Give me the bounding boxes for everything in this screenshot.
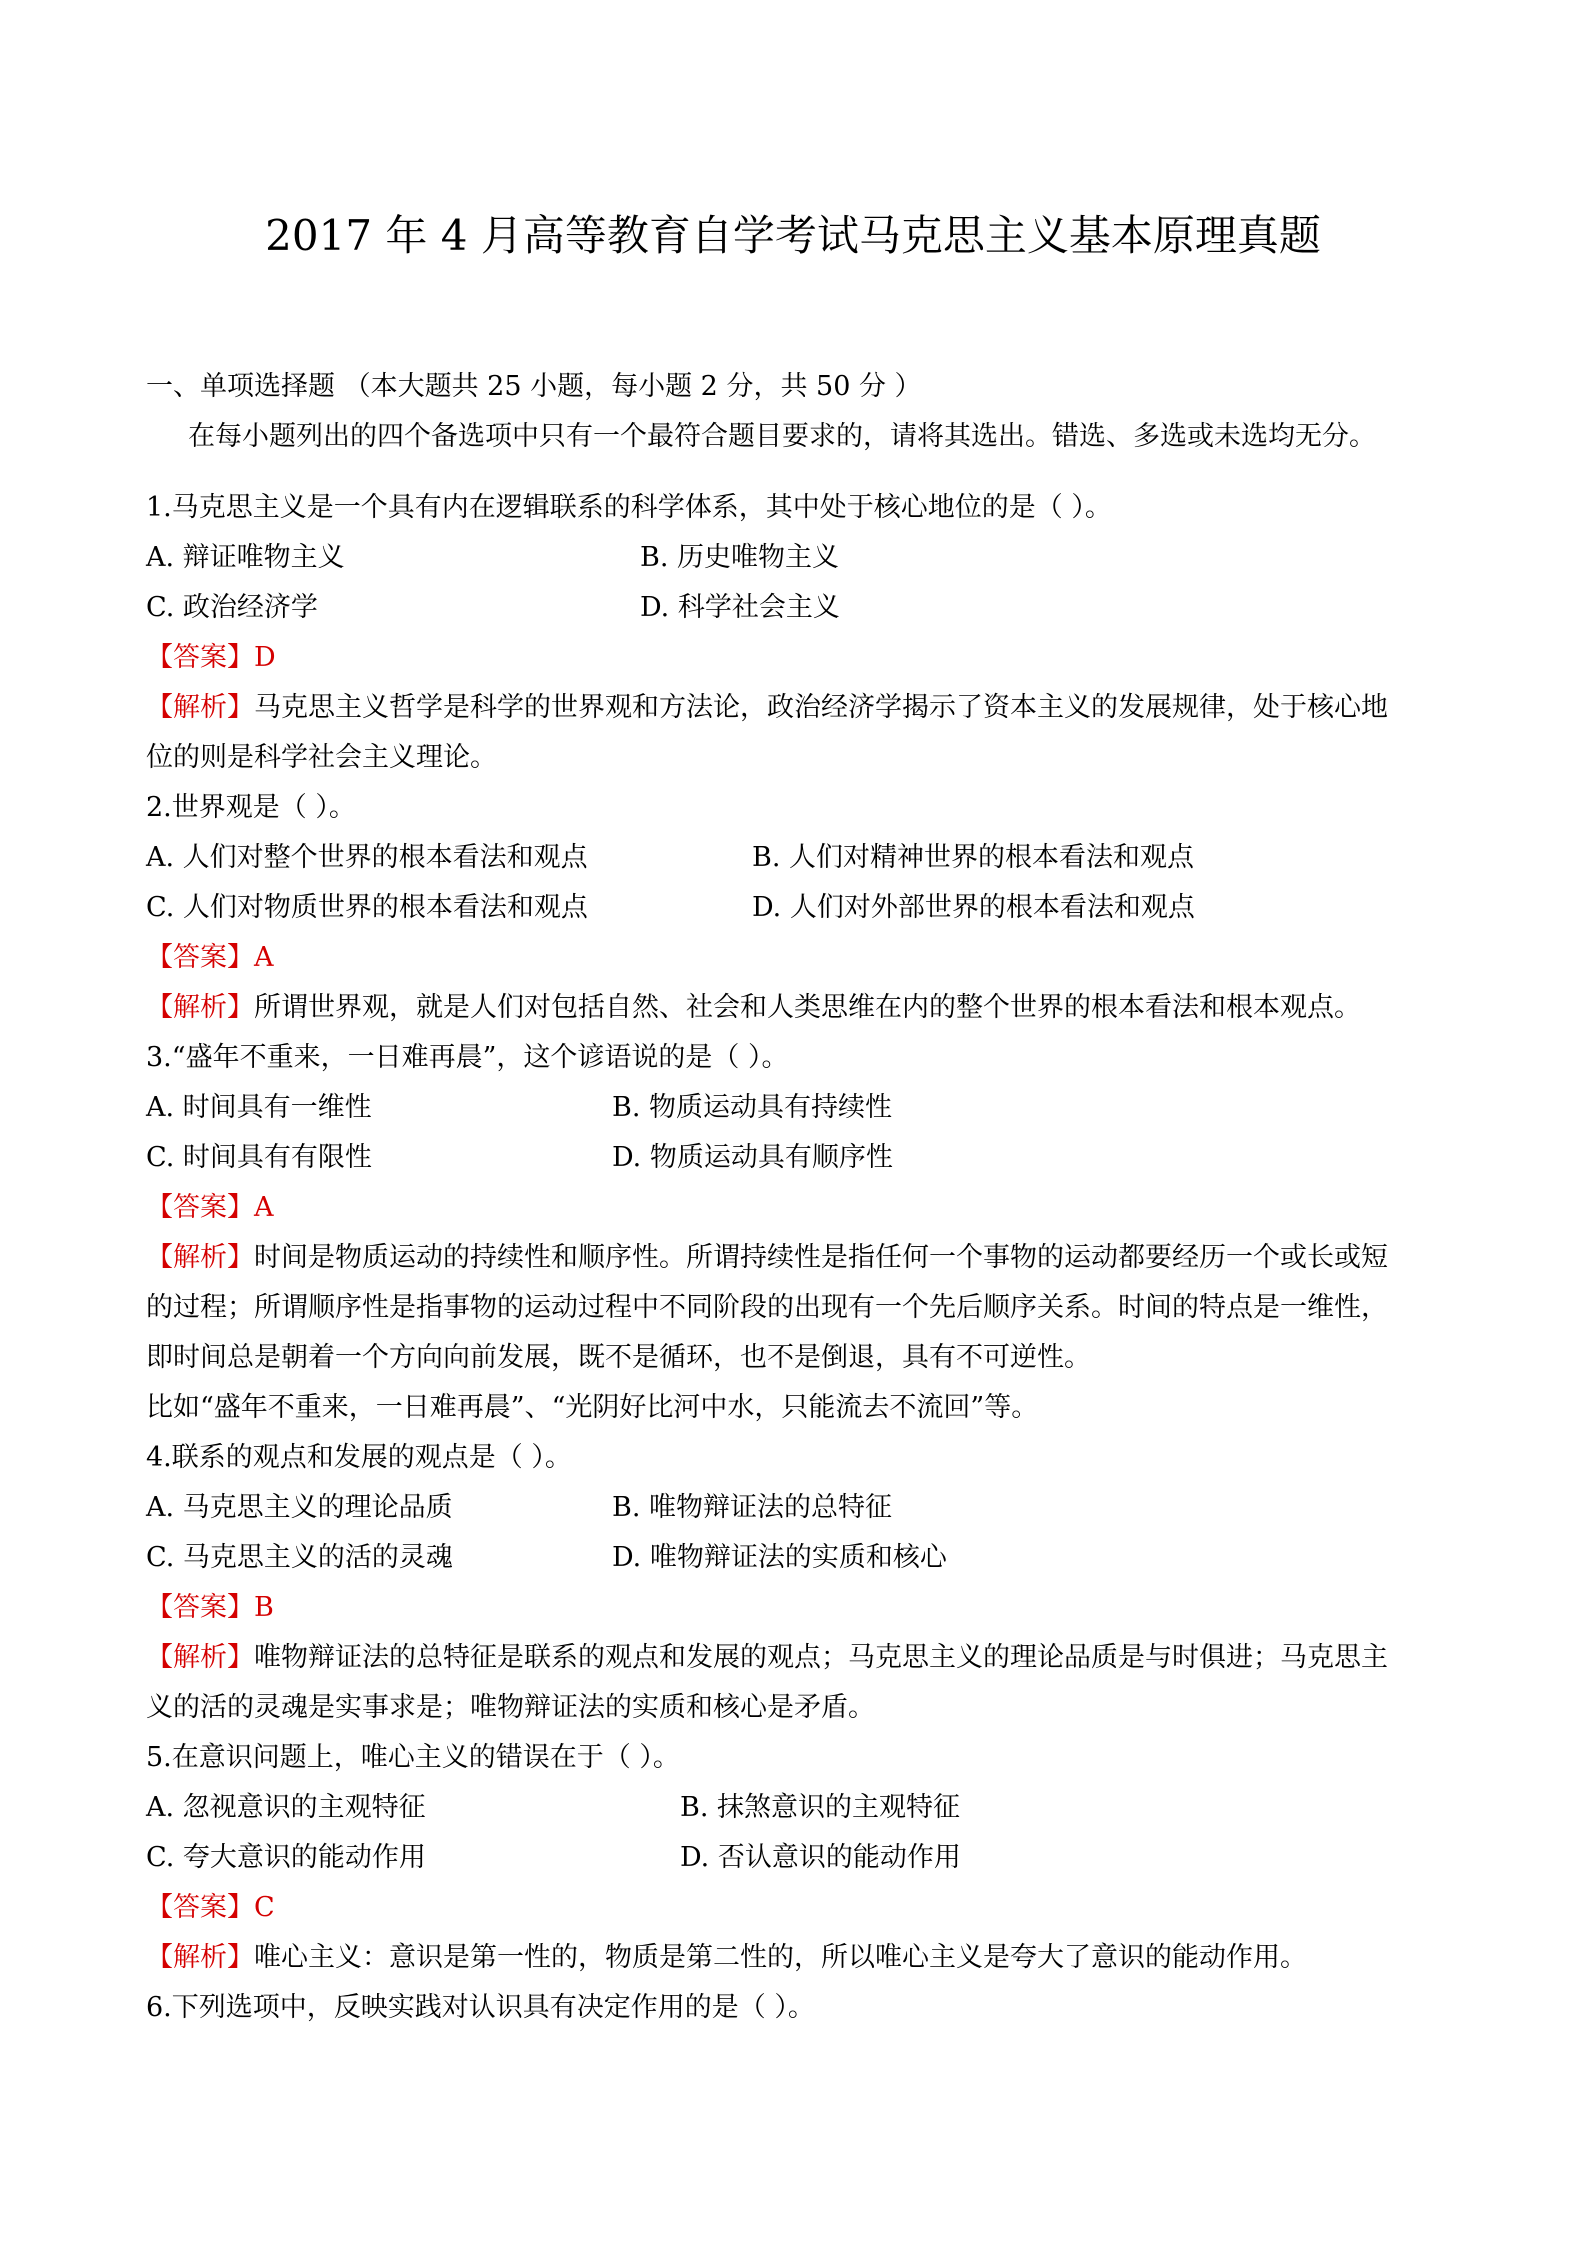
answer-tag: 【答案】 [146,642,254,673]
option-a: A. 马克思主义的理论品质 [146,1492,453,1523]
option-c: C. 夸大意识的能动作用 [146,1842,426,1873]
analysis-text: 时间是物质运动的持续性和顺序性。所谓持续性是指任何一个事物的运动都要经历一个或长或短 [254,1242,1388,1273]
option-c: C. 马克思主义的活的灵魂 [146,1542,453,1573]
option-a: A. 辩证唯物主义 [146,542,345,573]
analysis-tag: 【解析】 [146,992,254,1023]
answer-value: A [254,942,274,973]
option-a: A. 人们对整个世界的根本看法和观点 [146,842,588,873]
question-stem: 4.联系的观点和发展的观点是（ ）。 [146,1442,572,1473]
option-d: D. 物质运动具有顺序性 [612,1142,893,1173]
analysis-text: 的过程；所谓顺序性是指事物的运动过程中不同阶段的出现有一个先后顺序关系。时间的特点是一维性， [146,1292,1388,1323]
option-b: B. 人们对精神世界的根本看法和观点 [752,842,1195,873]
analysis-text: 位的则是科学社会主义理论。 [146,742,497,773]
analysis-tag: 【解析】 [146,692,254,723]
option-c: C. 时间具有有限性 [146,1142,372,1173]
answer-value: A [254,1192,274,1223]
analysis-text: 即时间总是朝着一个方向向前发展，既不是循环，也不是倒退，具有不可逆性。 [146,1342,1091,1373]
answer-tag: 【答案】 [146,1892,254,1923]
option-c: C. 政治经济学 [146,592,318,623]
option-b: B. 历史唯物主义 [640,542,840,573]
section-instruction: 在每小题列出的四个备选项中只有一个最符合题目要求的，请将其选出。错选、多选或未选均无分。 [188,421,1376,452]
question-stem: 2.世界观是（ ）。 [146,792,356,823]
answer-value: B [254,1592,274,1623]
analysis-line [146,1938,1307,1978]
analysis-text: 唯心主义：意识是第一性的，物质是第二性的，所以唯心主义是夸大了意识的能动作用。 [254,1942,1307,1973]
analysis-text: 唯物辩证法的总特征是联系的观点和发展的观点；马克思主义的理论品质是与时俱进；马克思主 [254,1642,1388,1673]
answer-line [146,1188,274,1228]
analysis-line [146,1638,1388,1678]
answer-line [146,1888,275,1928]
analysis-text: 比如“盛年不重来，一日难再晨”、“光阴好比河中水，只能流去不流回”等。 [146,1392,1039,1423]
option-b: B. 唯物辩证法的总特征 [612,1492,893,1523]
analysis-tag: 【解析】 [146,1642,254,1673]
analysis-text: 马克思主义哲学是科学的世界观和方法论，政治经济学揭示了资本主义的发展规律，处于核心地 [254,692,1388,723]
answer-line [146,938,274,978]
option-d: D. 唯物辩证法的实质和核心 [612,1542,947,1573]
question-stem: 6.下列选项中，反映实践对认识具有决定作用的是（ ）。 [146,1992,815,2023]
analysis-text: 所谓世界观，就是人们对包括自然、社会和人类思维在内的整个世界的根本看法和根本观点。 [254,992,1361,1023]
option-d: D. 人们对外部世界的根本看法和观点 [752,892,1195,923]
analysis-tag: 【解析】 [146,1942,254,1973]
answer-line [146,1588,274,1628]
question-stem: 3.“盛年不重来，一日难再晨”，这个谚语说的是（ ）。 [146,1042,789,1073]
analysis-line [146,988,1361,1028]
question-stem: 1.马克思主义是一个具有内在逻辑联系的科学体系，其中处于核心地位的是（ ）。 [146,492,1112,523]
answer-tag: 【答案】 [146,942,254,973]
page-title: 2017 年 4 月高等教育自学考试马克思主义基本原理真题 [265,211,1321,260]
answer-value: D [254,642,276,673]
analysis-tag: 【解析】 [146,1242,254,1273]
answer-tag: 【答案】 [146,1192,254,1223]
option-d: D. 科学社会主义 [640,592,840,623]
option-a: A. 忽视意识的主观特征 [146,1792,426,1823]
option-c: C. 人们对物质世界的根本看法和观点 [146,892,588,923]
answer-value: C [254,1892,275,1923]
section-heading: 一、单项选择题 （本大题共 25 小题，每小题 2 分，共 50 分 ） [146,371,922,402]
option-d: D. 否认意识的能动作用 [680,1842,961,1873]
answer-line [146,638,276,678]
analysis-line [146,1238,1388,1278]
answer-tag: 【答案】 [146,1592,254,1623]
analysis-text: 义的活的灵魂是实事求是；唯物辩证法的实质和核心是矛盾。 [146,1692,875,1723]
analysis-line [146,688,1388,728]
question-stem: 5.在意识问题上，唯心主义的错误在于（ ）。 [146,1742,680,1773]
option-b: B. 抹煞意识的主观特征 [680,1792,961,1823]
option-b: B. 物质运动具有持续性 [612,1092,893,1123]
option-a: A. 时间具有一维性 [146,1092,372,1123]
